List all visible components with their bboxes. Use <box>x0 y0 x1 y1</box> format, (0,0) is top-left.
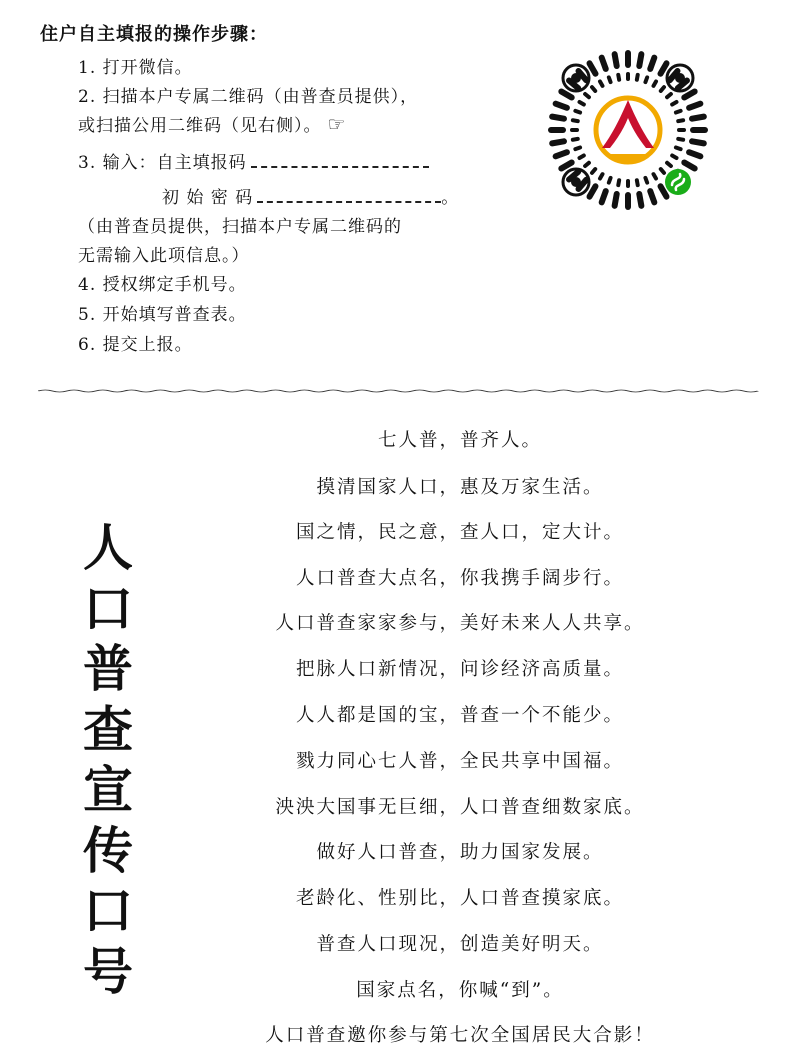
slogan-line: 泱泱大国事无巨细，人口普查细数家底。 <box>275 797 645 818</box>
title-char: 查 <box>83 700 133 759</box>
slogan-line: 人人都是国的宝，普查一个不能少。 <box>295 705 624 726</box>
title-char: 口 <box>83 882 133 940</box>
slogan-line: 国家点名，你喊“到”。 <box>356 980 564 1001</box>
pointing-hand-icon: ☞ <box>327 112 347 136</box>
logo-year-text: 2020 <box>615 143 641 153</box>
title-char: 口 <box>83 579 133 638</box>
mini-program-qr-code <box>546 48 710 212</box>
slogan-line: 做好人口普查，助力国家发展。 <box>316 842 604 863</box>
initial-password-blank[interactable] <box>257 187 441 203</box>
title-char: 宣 <box>83 761 133 819</box>
slogan-line: 国之情，民之意，查人口，定大计。 <box>295 522 624 543</box>
vertical-title <box>78 518 138 1002</box>
step-2-line-2 <box>78 111 346 136</box>
initial-password-label: 初 始 密 码 <box>162 188 254 208</box>
slogan-line: 人口普查邀你参与第七次全国居民大合影！ <box>265 1025 655 1046</box>
section-divider <box>38 378 760 382</box>
step-5: 5. 开始填写普查表。 <box>78 305 247 325</box>
instructions-heading: 住户自主填报的操作步骤： <box>40 24 268 45</box>
step-3-line-2 <box>162 183 459 208</box>
step-6: 6. 提交上报。 <box>78 335 193 355</box>
title-char: 号 <box>83 942 133 1001</box>
slogan-line: 老龄化、性别比，人口普查摸家底。 <box>295 888 624 909</box>
step-2-text: 或扫描公用二维码（见右侧）。 <box>78 116 322 136</box>
note-line-1: （由普查员提供，扫描本户专属二维码的 <box>78 217 402 237</box>
self-fill-code-blank[interactable] <box>251 152 429 168</box>
step-3-period: 。 <box>441 188 460 208</box>
slogan-line: 摸清国家人口，惠及万家生活。 <box>316 477 604 498</box>
title-char: 人 <box>83 519 133 577</box>
title-char: 普 <box>83 640 133 698</box>
slogan-line: 人口普查大点名，你我携手阔步行。 <box>295 568 624 589</box>
step-3-line-1 <box>78 148 429 173</box>
step-2-line-1: 2. 扫描本户专属二维码（由普查员提供）， <box>78 87 419 107</box>
mini-program-badge-icon <box>665 169 691 195</box>
self-fill-code-label: 3. 输入：自主填报码 <box>78 153 247 173</box>
slogan-line: 人口普查家家参与，美好未来人人共享。 <box>275 613 645 634</box>
slogan-line: 戮力同心七人普，全民共享中国福。 <box>295 751 624 772</box>
slogan-line: 把脉人口新情况，问诊经济高质量。 <box>295 659 624 680</box>
step-4: 4. 授权绑定手机号。 <box>78 275 247 295</box>
slogan-line: 七人普，普齐人。 <box>377 430 542 451</box>
step-1: 1. 打开微信。 <box>78 58 193 78</box>
title-char: 传 <box>83 821 133 880</box>
slogan-line: 普查人口现况，创造美好明天。 <box>316 934 604 955</box>
note-line-2: 无需输入此项信息。） <box>78 246 250 266</box>
